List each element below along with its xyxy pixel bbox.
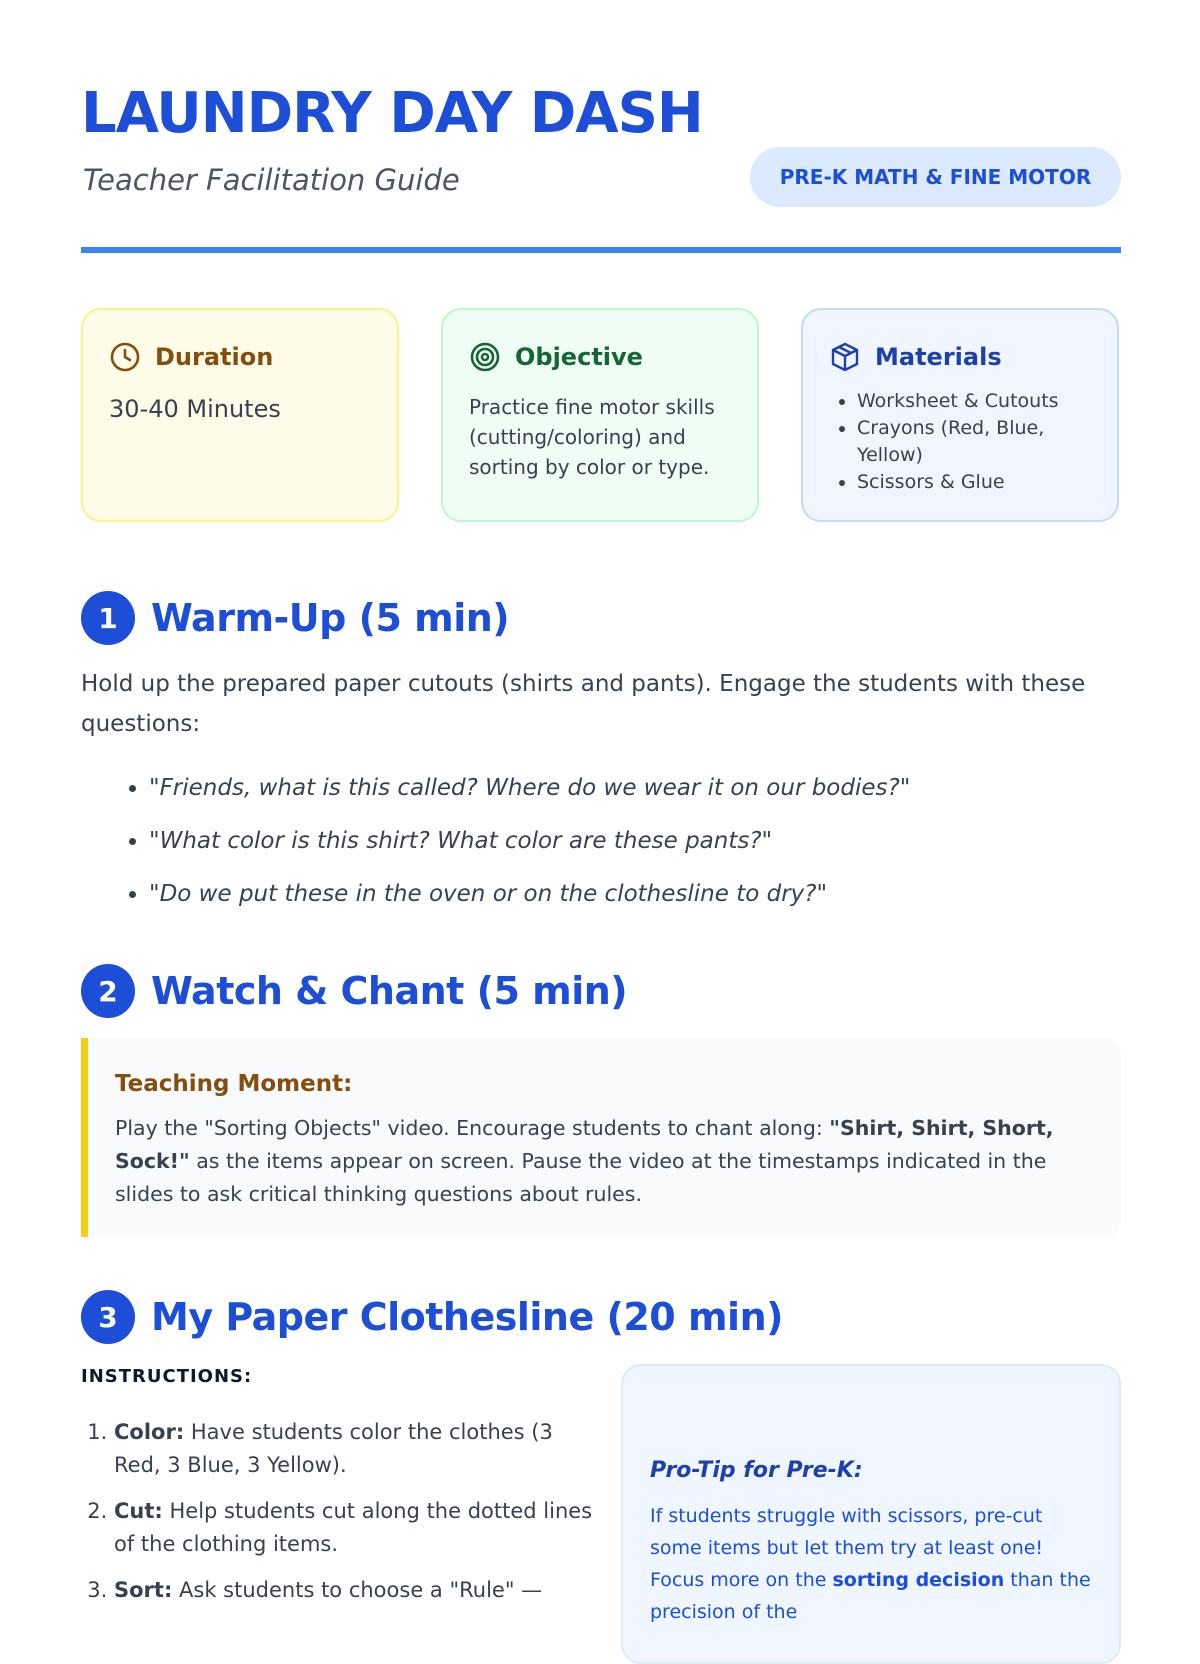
- duration-title: Duration: [155, 343, 274, 371]
- duration-card: [81, 308, 399, 522]
- list-item: • Worksheet & Cutouts: [857, 388, 1091, 415]
- section-title: My Paper Clothesline (20 min): [151, 1295, 783, 1339]
- duration-value: 30-40 Minutes: [109, 395, 281, 423]
- section-title: Watch & Chant (5 min): [151, 969, 628, 1013]
- section-watch-heading: [81, 964, 627, 1018]
- materials-title: Materials: [875, 343, 1002, 371]
- tip-text: If students struggle with scissors, pre-cut some items but let them try at least one! Focus more on the sorting decision than the precision of the: [650, 1505, 1091, 1623]
- chant-text: "Shirt, Shirt, Short, Sock!": [115, 1116, 1054, 1173]
- materials-card: [801, 308, 1119, 522]
- pro-tip-box: [621, 1364, 1121, 1664]
- list-item: • Scissors & Glue: [857, 469, 1091, 496]
- warmup-intro: Hold up the prepared paper cutouts (shirts and pants). Engage the students with these questions:: [81, 671, 1086, 737]
- list-item: 2. Cut: Help students cut along the dotted lines of the clothing items.: [114, 1495, 594, 1561]
- objective-title: Objective: [515, 343, 643, 371]
- tip-title: Pro-Tip for Pre-K:: [650, 1458, 863, 1483]
- callout-text: Play the "Sorting Objects" video. Encourage students to chant along: "Shirt, Shirt, Short, Sock!" as the items appear on screen. Pause the video at the timestamps indicated in the slides to ask critical thinking questions about rules.: [115, 1116, 1054, 1206]
- list-item: • Crayons (Red, Blue, Yellow): [857, 415, 1091, 469]
- instructions-list: [84, 1416, 594, 1620]
- step-number: 1: [81, 591, 135, 645]
- page-title: LAUNDRY DAY DASH: [81, 81, 703, 146]
- page-subtitle: Teacher Facilitation Guide: [83, 163, 460, 197]
- list-item: 1. Color: Have students color the clothes (3 Red, 3 Blue, 3 Yellow).: [114, 1416, 594, 1482]
- teaching-moment-callout: [81, 1038, 1121, 1237]
- list-item: • "Friends, what is this called? Where do we wear it on our bodies?": [149, 762, 1149, 815]
- list-item: 3. Sort: Ask students to choose a "Rule" —: [114, 1574, 594, 1607]
- list-item: • "What color is this shirt? What color are these pants?": [149, 815, 1149, 868]
- callout-title: Teaching Moment:: [115, 1071, 353, 1097]
- objective-card: [441, 308, 759, 522]
- target-icon: [469, 341, 501, 373]
- subject-badge: PRE-K MATH & FINE MOTOR: [750, 147, 1121, 207]
- instructions-label: INSTRUCTIONS:: [81, 1366, 253, 1387]
- materials-list: [829, 388, 1091, 496]
- section-warmup-heading: [81, 591, 509, 645]
- list-item: • "Do we put these in the oven or on the clothesline to dry?": [149, 868, 1149, 921]
- section-clothesline-heading: [81, 1290, 783, 1344]
- warmup-questions: [118, 762, 1149, 921]
- objective-text: Practice fine motor skills (cutting/coloring) and sorting by color or type.: [469, 395, 715, 479]
- clock-icon: [109, 341, 141, 373]
- box-icon: [829, 341, 861, 373]
- step-number: 2: [81, 964, 135, 1018]
- header-divider: [81, 247, 1121, 253]
- step-number: 3: [81, 1290, 135, 1344]
- section-title: Warm-Up (5 min): [151, 596, 510, 640]
